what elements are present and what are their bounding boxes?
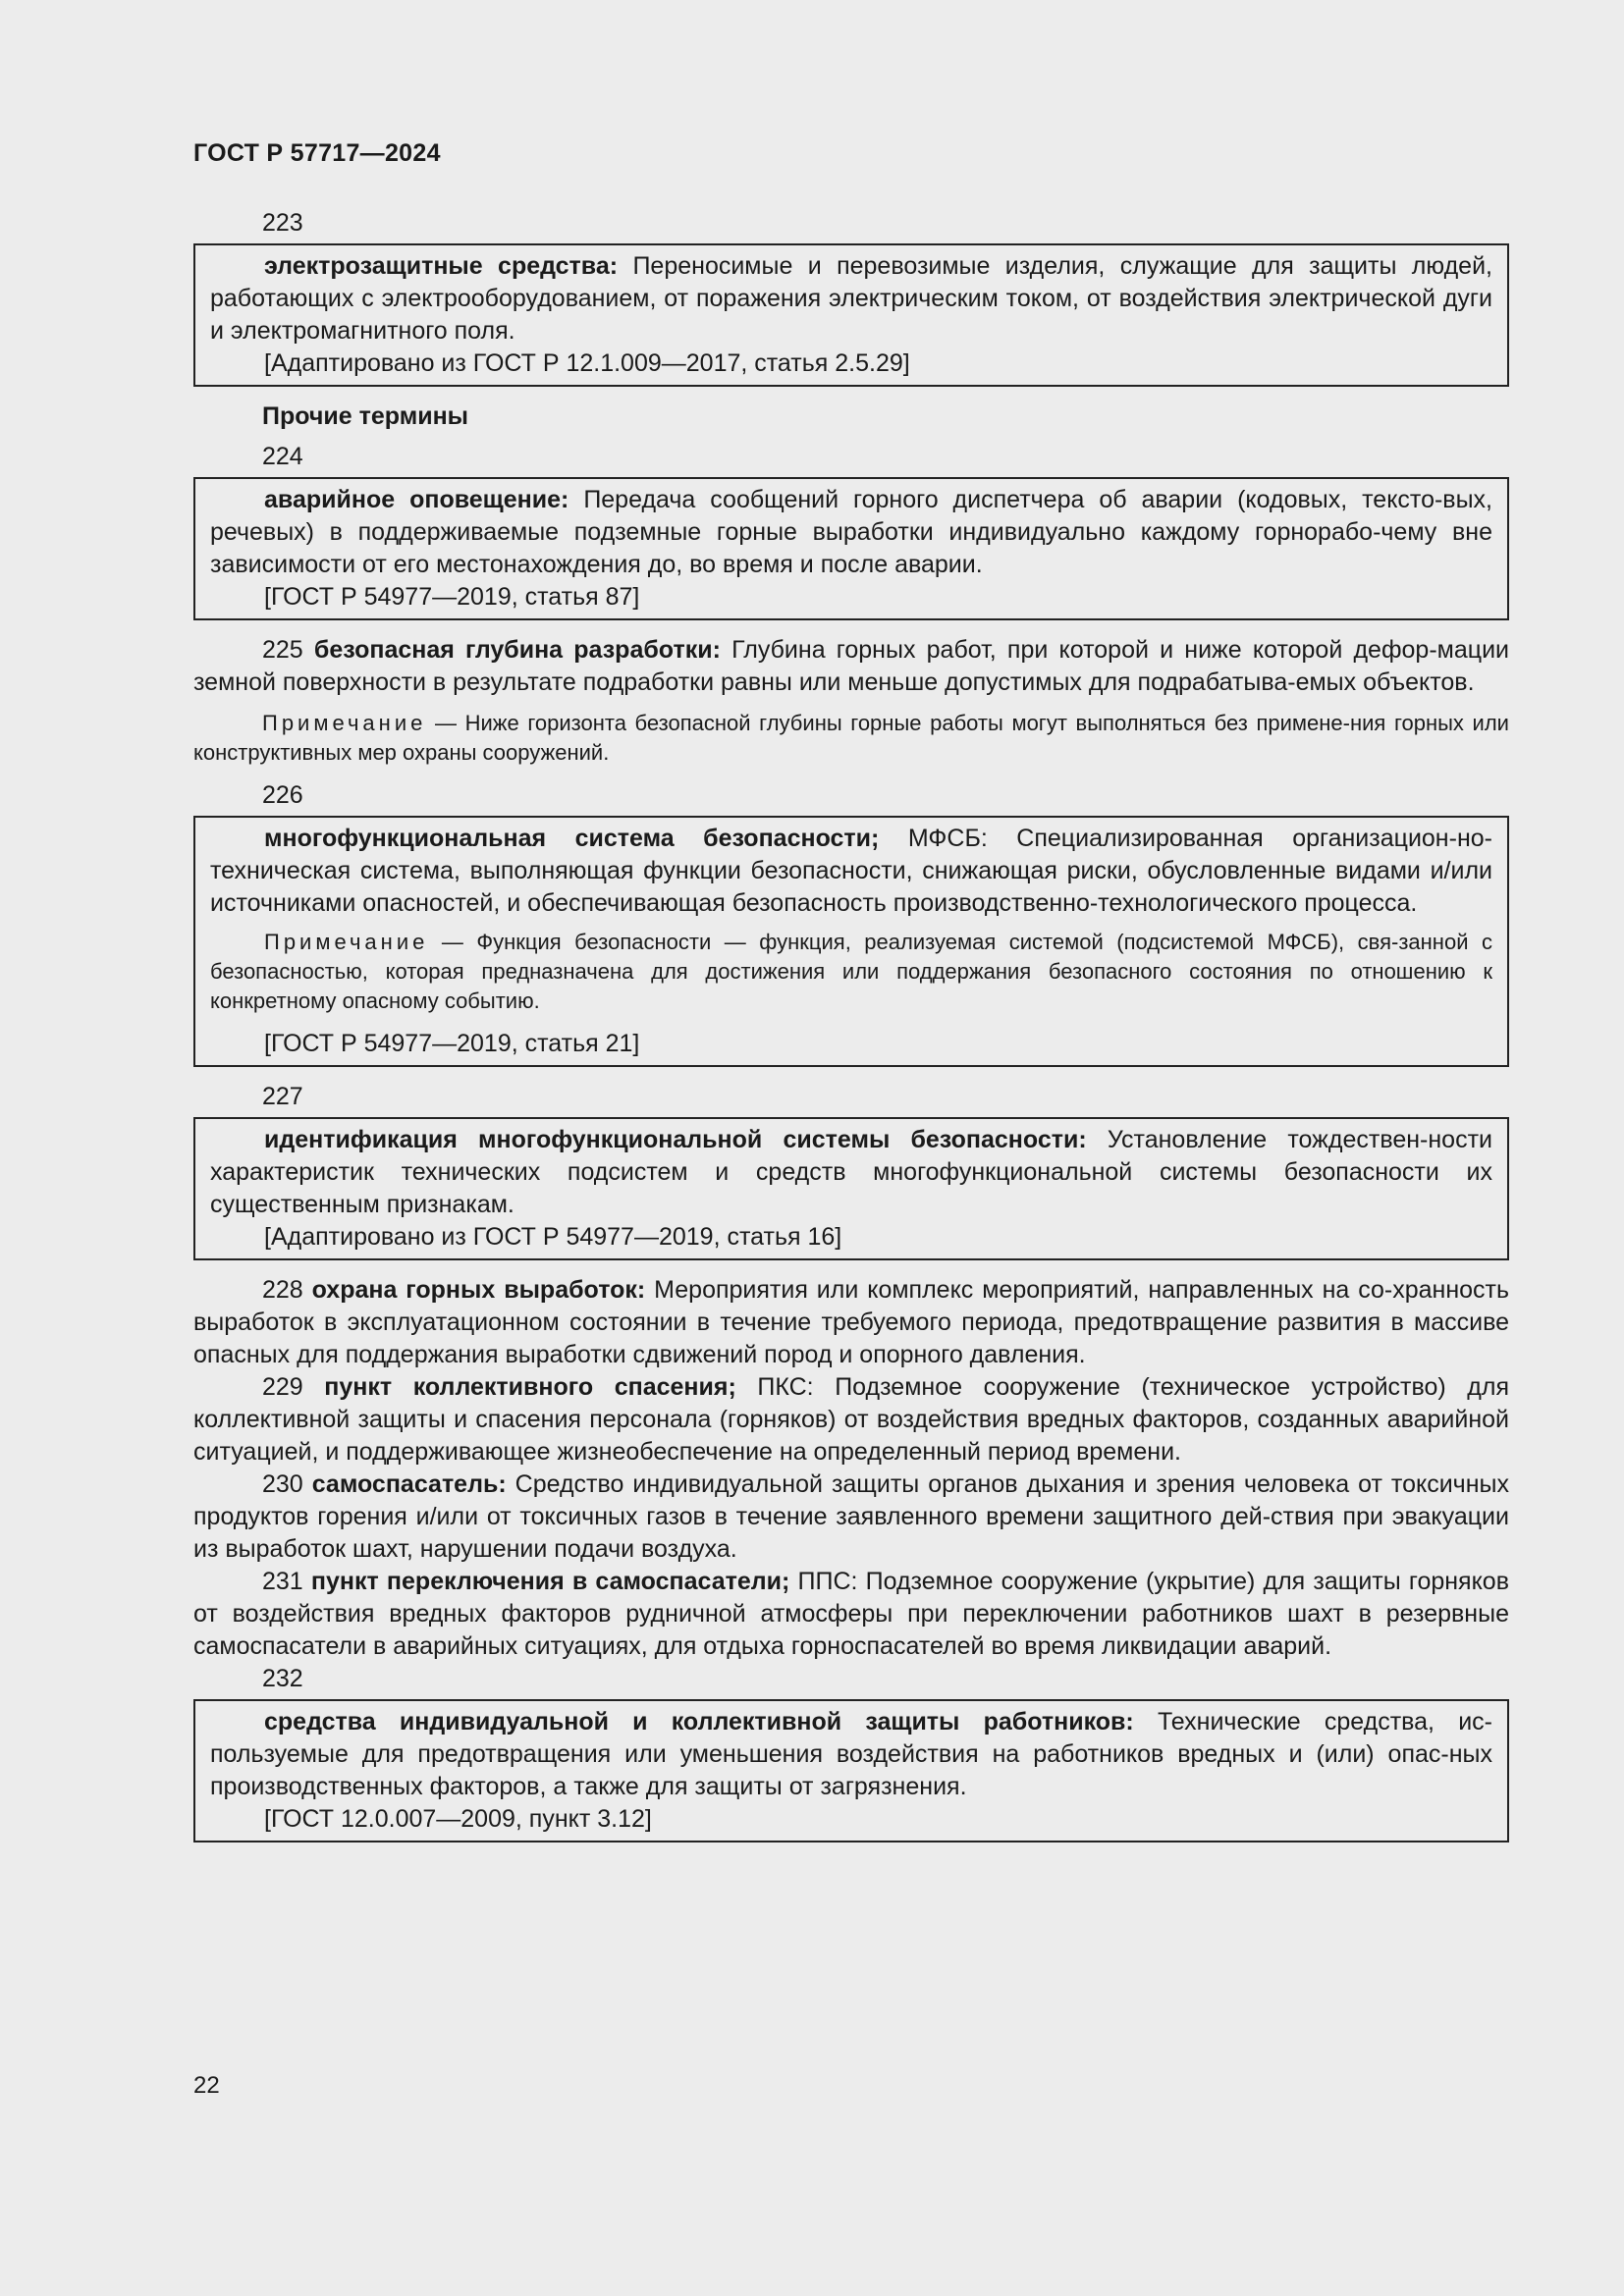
- section-title: Прочие термины: [262, 402, 469, 430]
- note-226: [210, 928, 1492, 1016]
- term-paragraph-224: [210, 484, 1492, 581]
- term-number: 230: [262, 1470, 303, 1498]
- term-name: многофункциональная система безопасности;: [264, 825, 880, 852]
- term-paragraph-228: [193, 1274, 1509, 1371]
- term-entry-225: [193, 634, 1509, 699]
- term-source: [Адаптировано из ГОСТ Р 12.1.009—2017, статья 2.5.29]: [264, 349, 910, 377]
- term-name: пункт переключения в самоспасатели;: [310, 1568, 790, 1595]
- term-number: 229: [262, 1373, 303, 1401]
- document-page: [193, 137, 1509, 1856]
- note-text: Ниже горизонта безопасной глубины горные работы могут выполняться без примене-ния горных или конструктивных мер охраны сооружений.: [193, 711, 1509, 765]
- note-label: Примечание: [264, 930, 429, 954]
- document-header: ГОСТ Р 57717—2024: [193, 139, 441, 167]
- term-box-223: [193, 243, 1509, 387]
- term-number: 231: [262, 1568, 303, 1595]
- term-paragraph-226: [210, 823, 1492, 920]
- note-225: [193, 709, 1509, 768]
- term-definition: ППС: Подземное сооружение (укрытие) для защиты горняков от воздействия вредных факторов рудничной атмосферы при переключении работников шахт в резервные самоспасатели в аварийных ситуациях, для отдыха горноспасателей во время ликвидации аварий.: [193, 1568, 1509, 1660]
- term-definition: Переносимые и перевозимые изделия, служащие для защиты людей, работающих с электрооборудованием, от поражения электрическим током, от воздействия электрической дуги и электромагнитного поля.: [210, 252, 1492, 345]
- note-text: Функция безопасности — функция, реализуемая системой (подсистемой МФСБ), свя-занной с безопасностью, которая предназначена для достижения или поддержания безопасного состояния по отношению к конкретному опасному событию.: [210, 930, 1492, 1013]
- term-paragraph-225: [193, 634, 1509, 699]
- term-paragraph-223: [210, 250, 1492, 347]
- term-paragraph-229: [193, 1371, 1509, 1468]
- term-paragraph-231: [193, 1566, 1509, 1663]
- term-source: [ГОСТ Р 54977—2019, статья 87]: [264, 583, 640, 611]
- term-name: электрозащитные средства:: [264, 252, 619, 280]
- note-label: Примечание: [262, 711, 427, 735]
- term-definition: Передача сообщений горного диспетчера об аварии (кодовых, тексто-вых, речевых) в поддерживаемые подземные горные выработки индивидуально каждому горнорабо-чему вне зависимости от его местонахождения до, во время и после аварии.: [210, 486, 1493, 578]
- term-definition: ПКС: Подземное сооружение (техническое устройство) для коллективной защиты и спасения персонала (горняков) от воздействия вредных факторов, созданных аварийной ситуацией, и поддерживающее жизнеобеспечение на определенный период времени.: [193, 1373, 1509, 1466]
- term-number-232: 232: [262, 1665, 303, 1692]
- term-name: идентификация многофункциональной системы безопасности:: [264, 1126, 1087, 1153]
- term-definition: Глубина горных работ, при которой и ниже которой дефор-мации земной поверхности в результате подработки равны или меньше допустимых для подрабатыва-емых объектов.: [193, 636, 1510, 696]
- term-definition: Установление тождествен-ности характеристик технических подсистем и средств многофункциональной системы безопасности их существенным признакам.: [210, 1126, 1492, 1218]
- term-name: безопасная глубина разработки:: [313, 636, 721, 664]
- term-number-224: 224: [262, 443, 303, 470]
- term-number-223: 223: [262, 209, 303, 237]
- term-number: 228: [262, 1276, 303, 1304]
- note-dash: —: [434, 711, 457, 735]
- term-paragraph-230: [193, 1468, 1509, 1566]
- term-name: самоспасатель:: [311, 1470, 507, 1498]
- term-definition: Технические средства, ис-пользуемые для предотвращения или уменьшения воздействия на работников вредных и (или) опас-ных производственных факторов, а также для защиты от загрязнения.: [210, 1708, 1492, 1800]
- term-definition: Средство индивидуальной защиты органов дыхания и зрения человека от токсичных продуктов горения и/или от токсичных газов в течение заявленного времени защитного дей-ствия при эвакуации из выработок шахт, нарушении подачи воздуха.: [193, 1470, 1509, 1563]
- term-source: [Адаптировано из ГОСТ Р 54977—2019, статья 16]: [264, 1223, 842, 1251]
- term-name: аварийное оповещение:: [264, 486, 569, 513]
- page-number: 22: [193, 2072, 220, 2099]
- term-name: пункт коллективного спасения;: [324, 1373, 736, 1401]
- term-name: охрана горных выработок:: [311, 1276, 646, 1304]
- term-box-227: [193, 1117, 1509, 1260]
- term-box-224: [193, 477, 1509, 620]
- term-paragraph-232: [210, 1706, 1492, 1803]
- term-box-226: [193, 816, 1509, 1067]
- term-source: [ГОСТ Р 54977—2019, статья 21]: [264, 1030, 640, 1057]
- term-box-232: [193, 1699, 1509, 1842]
- term-name: средства индивидуальной и коллективной защиты работников:: [264, 1708, 1134, 1735]
- term-number-227: 227: [262, 1083, 303, 1110]
- plain-entries: [193, 1274, 1509, 1663]
- term-definition: МФСБ: Специализированная организацион-но-техническая система, выполняющая функции безопасности, снижающая риски, обусловленные видами и/или источниками опасностей, и обеспечивающая безопасность производственно-технологического процесса.: [210, 825, 1492, 917]
- term-source: [ГОСТ 12.0.007—2009, пункт 3.12]: [264, 1805, 652, 1833]
- term-definition: Мероприятия или комплекс мероприятий, направленных на со-хранность выработок в эксплуатационном состоянии в течение требуемого периода, предотвращение развития в массиве опасных для поддержания выработки сдвижений пород и опорного давления.: [193, 1276, 1510, 1368]
- term-number-226: 226: [262, 781, 303, 809]
- note-dash: —: [441, 930, 463, 954]
- term-number: 225: [262, 636, 303, 664]
- term-paragraph-227: [210, 1124, 1492, 1221]
